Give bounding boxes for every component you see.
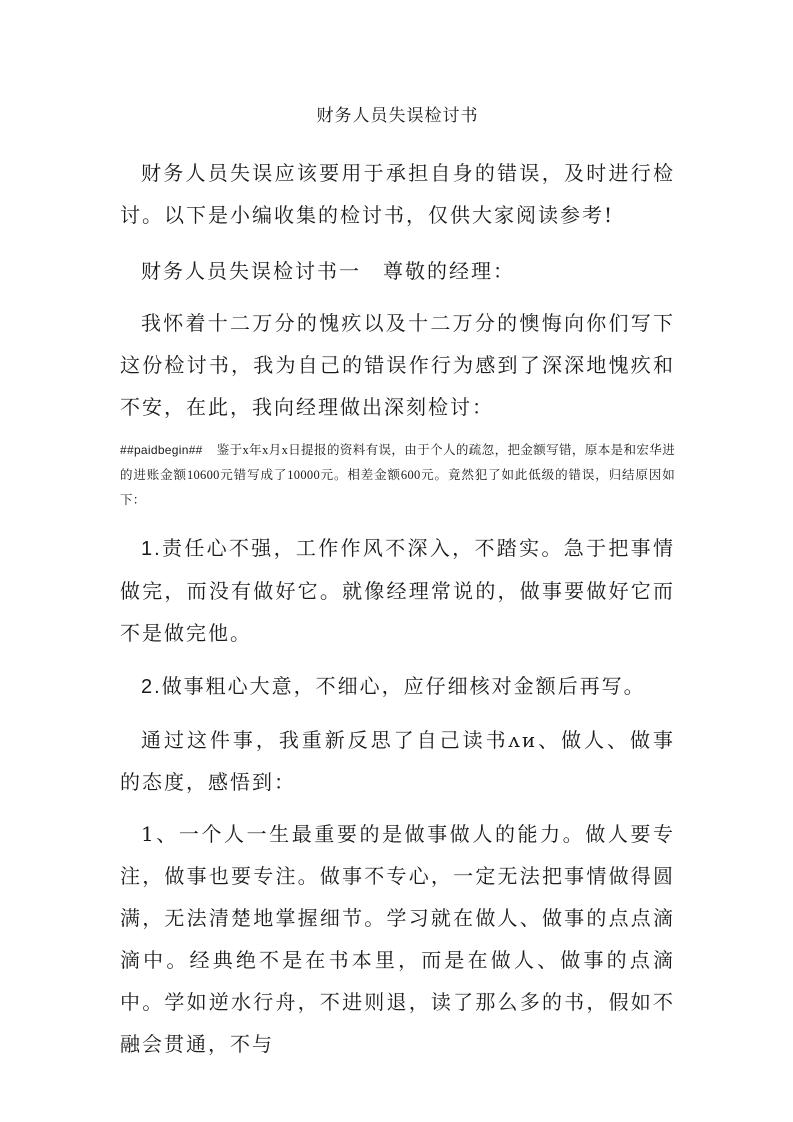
reflection-paragraph: 通过这件事，我重新反思了自己读书ᴧᴎ、做人、做事的态度，感悟到： — [120, 728, 675, 794]
insight-paragraph: 1、一个人一生最重要的是做事做人的能力。做人要专注，做事也要专注。做事不专心，一定无法把事情做得圆满，无法清楚地掌握细节。学习就在做人、做事的点点滴滴中。经典绝不是在书本里，而是在做人、做事的点滴中。学如逆水行舟，不进则退，读了那么多的书，假如不融会贯通，不与 — [120, 822, 675, 1056]
reason-item-2-number: 2. — [141, 676, 162, 698]
section-heading: 财务人员失误检讨书一 尊敬的经理： — [141, 259, 515, 283]
reason-item-1-text: 责任心不强，工作作风不深入，不踏实。急于把事情做完，而没有做好它。就像经理常说的，做事要做好它而不是做完他。 — [120, 536, 675, 645]
document-title: 财务人员失误检讨书 — [316, 106, 479, 126]
apology-paragraph: 我怀着十二万分的愧疚以及十二万分的懊悔向你们写下这份检讨书，我为自己的错误作行为感到了深深地愧疚和不安，在此，我向经理做出深刻检讨： — [120, 311, 675, 419]
reason-item-1-number: 1. — [141, 538, 162, 560]
paid-marker: ##paidbegin## — [120, 443, 203, 457]
reason-item-1 — [120, 527, 675, 654]
reason-item-2-text: 做事粗心大意，不细心，应仔细核对金额后再写。 — [161, 674, 646, 698]
incident-paragraph — [120, 438, 675, 513]
intro-paragraph: 财务人员失误应该要用于承担自身的错误，及时进行检讨。以下是小编收集的检讨书，仅供大家阅读参考! — [120, 161, 675, 227]
reason-item-2 — [120, 665, 675, 708]
incident-text: 鉴于x年x月x日提报的资料有误，由于个人的疏忽，把金额写错，原本是和宏华进的进账金额10600元错写成了10000元。相差金额600元。竟然犯了如此低级的错误，归结原因如下： — [120, 443, 675, 507]
